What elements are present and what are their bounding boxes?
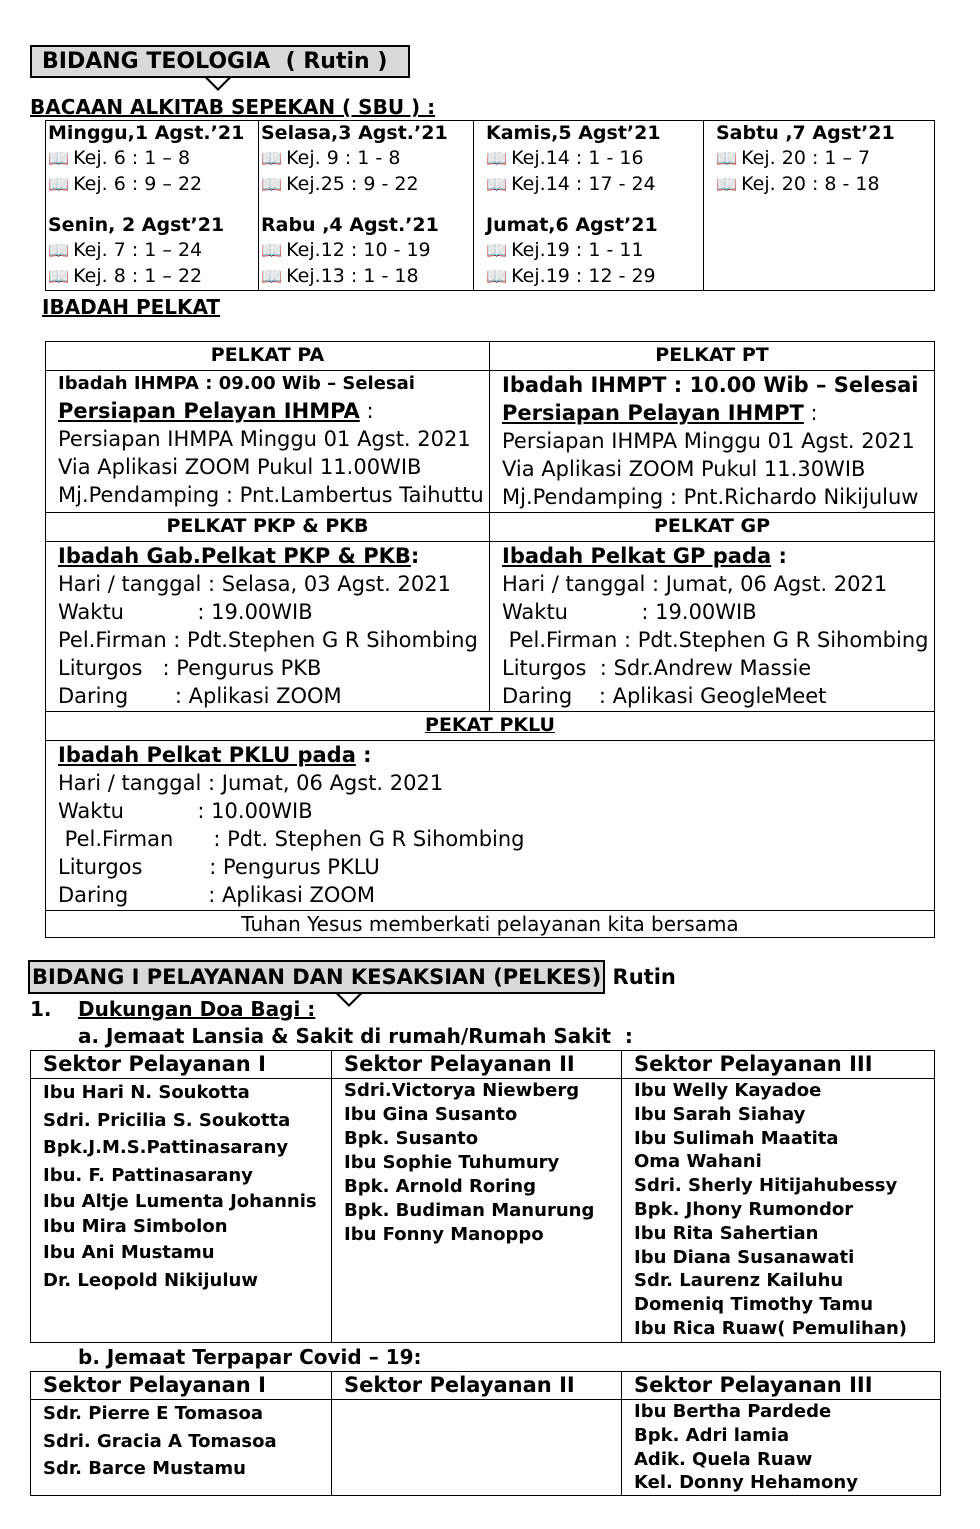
- pelkat-heading: IBADAH PELKAT: [42, 295, 221, 319]
- reading-ref: 📖 Kej.19 : 12 - 29: [486, 265, 656, 287]
- open-book-icon: 📖: [486, 175, 508, 195]
- pelkat-pa-header: PELKAT PA: [46, 342, 490, 371]
- reading-ref: 📖 Kej.12 : 10 - 19: [261, 239, 431, 261]
- gp-line: Liturgos : Sdr.Andrew Massie: [502, 656, 812, 680]
- covid-sektor-1: [31, 1400, 332, 1496]
- list-item: Ibu Sophie Tuhumury: [344, 1152, 560, 1173]
- sbu-heading: BACAAN ALKITAB SEPEKAN ( SBU ) :: [30, 95, 436, 119]
- pklu-line: Pel.Firman : Pdt. Stephen G R Sihombing: [58, 827, 525, 851]
- lansia-table: [30, 1050, 935, 1343]
- open-book-icon: 📖: [48, 241, 70, 261]
- list-item: Kel. Donny Hehamony: [634, 1472, 858, 1494]
- arrow-down-icon: [205, 78, 231, 91]
- pklu-line: Daring : Aplikasi ZOOM: [58, 883, 376, 907]
- section-title-teologia-text: BIDANG TEOLOGIA ( Rutin ): [42, 49, 388, 74]
- list-item: Sdri. Sherly Hitijahubessy: [634, 1175, 898, 1197]
- open-book-icon: 📖: [261, 267, 283, 287]
- list-item: Ibu Rica Ruaw( Pemulihan): [634, 1317, 908, 1339]
- covid-table: [30, 1371, 941, 1496]
- lansia-sektor-2: [332, 1079, 622, 1343]
- list-item: Bpk. Jhony Rumondor: [634, 1198, 854, 1220]
- list-item: Ibu. F. Pattinasarany: [43, 1164, 253, 1186]
- list-item: Ibu Rita Sahertian: [634, 1222, 819, 1244]
- gp-title: Ibadah Pelkat GP pada :: [502, 544, 787, 568]
- open-book-icon: 📖: [716, 149, 738, 169]
- sektor-header: Sektor Pelayanan III: [622, 1372, 941, 1400]
- pa-line: Persiapan Pelayan IHMPA :: [58, 399, 374, 423]
- pelkat-pkp-header: PELKAT PKP & PKB: [46, 513, 490, 542]
- pt-line: Via Aplikasi ZOOM Pukul 11.30WIB: [502, 457, 866, 481]
- list-item: Adik. Quela Ruaw: [634, 1448, 813, 1470]
- list-item: Ibu Ani Mustamu: [43, 1242, 215, 1263]
- list-item: Ibu Altje Lumenta Johannis: [43, 1191, 317, 1212]
- open-book-icon: 📖: [261, 149, 283, 169]
- closing-blessing: Tuhan Yesus memberkati pelayanan kita bersama: [46, 911, 935, 938]
- pelkat-table: [45, 341, 935, 938]
- sektor-header: Sektor Pelayanan I: [31, 1051, 332, 1079]
- reading-day: Senin, 2 Agst’21: [48, 214, 225, 236]
- list-item: Domeniq Timothy Tamu: [634, 1294, 874, 1316]
- pelkat-pt-cell: [490, 371, 935, 513]
- reading-ref: 📖 Kej.14 : 1 - 16: [486, 147, 644, 169]
- pkp-line: Pel.Firman : Pdt.Stephen G R Sihombing: [58, 628, 478, 652]
- open-book-icon: 📖: [486, 241, 508, 261]
- item-title: Dukungan Doa Bagi :: [78, 997, 316, 1021]
- list-item: Sdr. Barce Mustamu: [43, 1458, 246, 1479]
- gp-line: Waktu : 19.00WIB: [502, 600, 757, 624]
- pklu-line: Hari / tanggal : Jumat, 06 Agst. 2021: [58, 771, 444, 795]
- pelkat-gp-cell: [490, 542, 935, 712]
- open-book-icon: 📖: [486, 149, 508, 169]
- pkp-line: Waktu : 19.00WIB: [58, 600, 313, 624]
- open-book-icon: 📖: [261, 175, 283, 195]
- gp-line: Pel.Firman : Pdt.Stephen G R Sihombing: [502, 628, 929, 652]
- list-item: Sdri. Pricilia S. Soukotta: [43, 1109, 291, 1131]
- reading-ref: 📖 Kej. 7 : 1 – 24: [48, 239, 203, 261]
- pklu-title: Ibadah Pelkat PKLU pada :: [58, 743, 372, 767]
- pa-line: Ibadah IHMPA : 09.00 Wib – Selesai: [58, 373, 415, 394]
- list-item: Bpk. Budiman Manurung: [344, 1200, 595, 1221]
- open-book-icon: 📖: [261, 241, 283, 261]
- reading-ref: 📖 Kej.25 : 9 - 22: [261, 173, 419, 195]
- list-item: Ibu Mira Simbolon: [43, 1216, 228, 1237]
- reading-ref: 📖 Kej.19 : 1 - 11: [486, 239, 644, 261]
- list-item: Bpk.J.M.S.Pattinasarany: [43, 1137, 289, 1158]
- gp-line: Hari / tanggal : Jumat, 06 Agst. 2021: [502, 572, 888, 596]
- pkp-line: Hari / tanggal : Selasa, 03 Agst. 2021: [58, 572, 451, 596]
- reading-day: Kamis,5 Agst’21: [486, 122, 661, 144]
- lansia-sektor-1: [31, 1079, 332, 1343]
- reading-day: Minggu,1 Agst.’21: [48, 122, 245, 144]
- pelkat-gp-header: PELKAT GP: [490, 513, 935, 542]
- list-item: Ibu Fonny Manoppo: [344, 1224, 544, 1245]
- open-book-icon: 📖: [48, 149, 70, 169]
- list-item: Bpk. Susanto: [344, 1128, 479, 1149]
- lansia-subheading: a. Jemaat Lansia & Sakit di rumah/Rumah Sakit :: [78, 1024, 633, 1048]
- sbu-col-4: [704, 121, 935, 291]
- pt-line: Persiapan IHMPA Minggu 01 Agst. 2021: [502, 429, 915, 453]
- pa-line: Via Aplikasi ZOOM Pukul 11.00WIB: [58, 455, 422, 479]
- reading-ref: 📖 Kej. 20 : 8 - 18: [716, 173, 880, 195]
- list-item: Ibu Welly Kayadoe: [634, 1080, 822, 1101]
- list-item: Ibu Bertha Pardede: [634, 1401, 832, 1422]
- pkp-line: Liturgos : Pengurus PKB: [58, 656, 322, 680]
- reading-day: Sabtu ,7 Agst’21: [716, 122, 895, 144]
- lansia-sektor-3: [622, 1079, 935, 1343]
- covid-sektor-3: [622, 1400, 941, 1496]
- reading-ref: 📖 Kej.14 : 17 - 24: [486, 173, 656, 195]
- open-book-icon: 📖: [48, 267, 70, 287]
- pelkes-title-suffix: Rutin: [605, 965, 676, 989]
- list-item: Sdri.Victorya Niewberg: [344, 1080, 580, 1101]
- list-item: Ibu Sulimah Maatita: [634, 1127, 839, 1149]
- pelkat-pkp-cell: [46, 542, 490, 712]
- reading-ref: 📖 Kej. 8 : 1 – 22: [48, 265, 203, 287]
- sbu-col-3: [474, 121, 704, 291]
- list-item: Sdri. Gracia A Tomasoa: [43, 1430, 277, 1452]
- pelkes-title-row: [28, 960, 676, 994]
- section-title-teologia: [30, 45, 410, 78]
- pkp-title: Ibadah Gab.Pelkat PKP & PKB:: [58, 544, 420, 568]
- pa-line: Persiapan IHMPA Minggu 01 Agst. 2021: [58, 427, 471, 451]
- list-item: Ibu Sarah Siahay: [634, 1103, 806, 1125]
- gp-line: Daring : Aplikasi GeogleMeet: [502, 684, 827, 708]
- list-item: Ibu Gina Susanto: [344, 1104, 518, 1125]
- reading-ref: 📖 Kej. 6 : 9 – 22: [48, 173, 203, 195]
- pt-line: Ibadah IHMPT : 10.00 Wib – Selesai: [502, 373, 919, 397]
- list-item: Dr. Leopold Nikijuluw: [43, 1269, 258, 1291]
- reading-day: Jumat,6 Agst’21: [486, 214, 658, 236]
- pt-line: Persiapan Pelayan IHMPT :: [502, 401, 818, 425]
- sektor-header: Sektor Pelayanan III: [622, 1051, 935, 1079]
- sektor-header: Sektor Pelayanan I: [31, 1372, 332, 1400]
- covid-subheading: b. Jemaat Terpapar Covid – 19:: [78, 1345, 422, 1369]
- sbu-col-1: [46, 121, 259, 291]
- list-item: Bpk. Arnold Roring: [344, 1176, 536, 1197]
- reading-ref: 📖 Kej. 6 : 1 – 8: [48, 147, 191, 169]
- reading-ref: 📖 Kej. 9 : 1 - 8: [261, 147, 401, 169]
- pelkes-title: BIDANG I PELAYANAN DAN KESAKSIAN (PELKES): [28, 960, 605, 994]
- reading-ref: 📖 Kej.13 : 1 - 18: [261, 265, 419, 287]
- pelkat-pa-cell: [46, 371, 490, 513]
- list-item: Ibu Hari N. Soukotta: [43, 1082, 250, 1103]
- pa-line: Mj.Pendamping : Pnt.Lambertus Taihuttu: [58, 483, 484, 507]
- pt-line: Mj.Pendamping : Pnt.Richardo Nikijuluw: [502, 485, 919, 509]
- dukungan-doa-row: [30, 996, 315, 1022]
- pelkat-pklu-header: PEKAT PKLU: [46, 712, 935, 741]
- open-book-icon: 📖: [716, 175, 738, 195]
- list-item: Bpk. Adri lamia: [634, 1424, 790, 1446]
- list-item: Ibu Diana Susanawati: [634, 1246, 855, 1268]
- covid-sektor-2: [332, 1400, 622, 1496]
- list-item: Sdr. Pierre E Tomasoa: [43, 1403, 264, 1424]
- item-number: 1.: [30, 997, 52, 1021]
- open-book-icon: 📖: [48, 175, 70, 195]
- reading-day: Selasa,3 Agst.’21: [261, 122, 448, 144]
- list-item: Oma Wahani: [634, 1151, 762, 1173]
- pklu-line: Liturgos : Pengurus PKLU: [58, 855, 380, 879]
- sektor-header: Sektor Pelayanan II: [332, 1051, 622, 1079]
- reading-day: Rabu ,4 Agst.’21: [261, 214, 439, 236]
- pelkat-pklu-cell: [46, 741, 935, 911]
- reading-ref: 📖 Kej. 20 : 1 – 7: [716, 147, 871, 169]
- arrow-down-icon: [336, 994, 362, 1007]
- pkp-line: Daring : Aplikasi ZOOM: [58, 684, 342, 708]
- pelkat-pt-header: PELKAT PT: [490, 342, 935, 371]
- pklu-line: Waktu : 10.00WIB: [58, 799, 313, 823]
- list-item: Sdr. Laurenz Kailuhu: [634, 1270, 844, 1292]
- sbu-table: [45, 120, 935, 291]
- sbu-col-2: [259, 121, 474, 291]
- open-book-icon: 📖: [486, 267, 508, 287]
- sektor-header: Sektor Pelayanan II: [332, 1372, 622, 1400]
